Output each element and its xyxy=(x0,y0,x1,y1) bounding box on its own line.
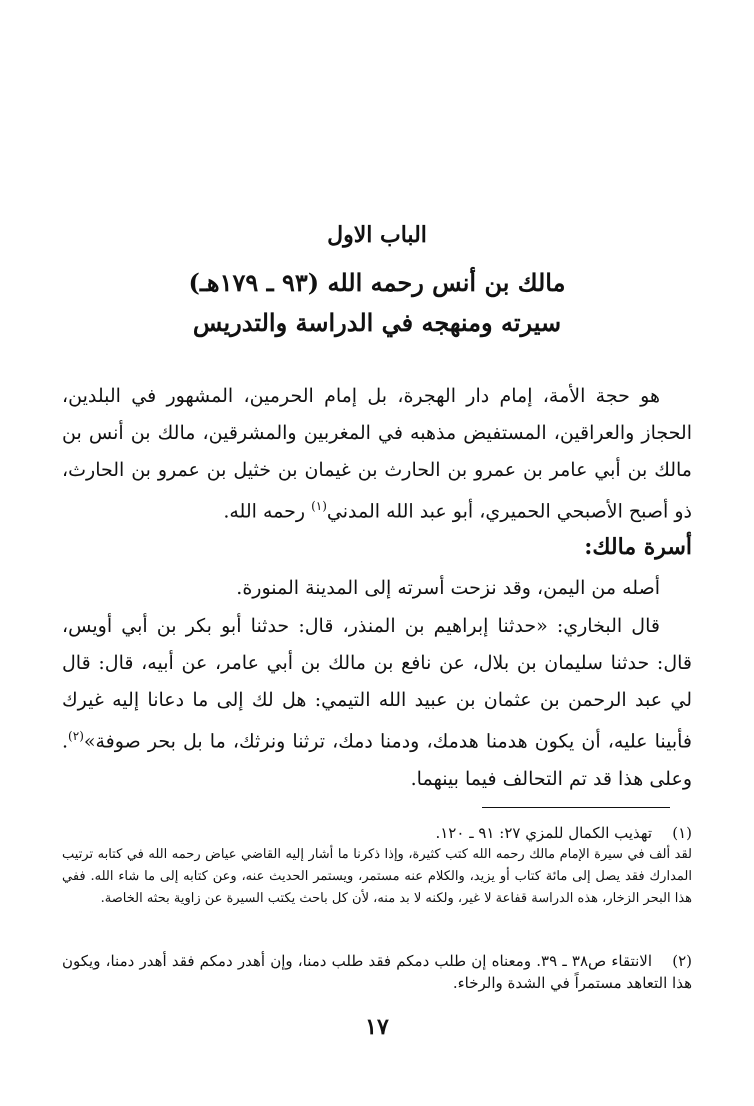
origin-text: أصله من اليمن، وقد نزحت أسرته إلى المدينة المنورة. xyxy=(236,577,660,599)
page-number: ١٧ xyxy=(365,1014,389,1040)
bukhari-end: . وعلى هذا قد تم التحالف فيما بينهما. xyxy=(62,730,692,790)
intro-text: هو حجة الأمة، إمام دار الهجرة، بل إمام الحرمين، المشهور في البلدين، الحجاز والعراقين، المستفيض مذهبه في المغربين والمشرقين، مالك بن أنس بن مالك بن أبي عامر بن عمرو بن الحارث بن غيمان بن خثيل بن عمرو بن الحارث، ذو أصبح الأصبحي الحميري، أبو عبد الله المدني xyxy=(62,385,692,523)
footnote-1-number: (١) xyxy=(672,824,692,842)
section-heading: أسرة مالك: xyxy=(584,534,692,560)
footnote-ref-1: (١) xyxy=(311,499,327,514)
footnote-2-number: (٢) xyxy=(672,952,692,970)
bukhari-paragraph xyxy=(62,608,692,797)
footnote-1 xyxy=(62,822,692,910)
intro-paragraph xyxy=(62,378,692,531)
title-line-2: سيرته ومنهجه في الدراسة والتدريس xyxy=(192,308,562,337)
footnote-2 xyxy=(62,950,692,994)
origin-paragraph xyxy=(62,570,692,607)
footnote-ref-2: (٢) xyxy=(68,729,84,744)
chapter-heading: الباب الاول xyxy=(327,222,427,248)
footnote-2-main: الانتقاء ص٣٨ ـ ٣٩. ومعناه إن طلب دمكم فقد طلب دمنا، وإن أهدر دمكم فقد أهدر دمنا، ويكون هذا التعاهد مستمراً في الشدة والرخاء. xyxy=(62,952,692,992)
footnote-divider xyxy=(482,807,670,808)
intro-end: رحمه الله. xyxy=(223,500,312,523)
footnote-1-continuation: لقد ألف في سيرة الإمام مالك رحمه الله كتب كثيرة، وإذا ذكرنا ما أشار إليه القاضي عياض رحمه الله في كتابه ترتيب المدارك فقد يصل إلى مائة كتاب أو يزيد، والكلام عنه مستمر، ويستمر الحديث عنه، وعن كتابه إلى ما شاء الله. ففي هذا البحر الزخار، هذه الدراسة قفاعة لا غير، ولكنه لا بد منه، لأن كل باحث يكتب السيرة عن زاوية بحثه الخاصة. xyxy=(62,847,692,906)
title-line-1: مالك بن أنس رحمه الله (٩٣ ـ ١٧٩هـ) xyxy=(188,268,566,297)
bukhari-text: قال البخاري: «حدثنا إبراهيم بن المنذر، قال: حدثنا أبو بكر بن أبي أويس، قال: حدثنا سليمان بن بلال، عن نافع بن مالك بن أبي عامر، عن أبيه، قال: قال لي عبد الرحمن بن عثمان بن عبيد الله التيمي: هل لك إلى ما دعانا إليه غيرك فأبينا عليه، أن يكون هدمنا هدمك، ودمنا دمك، ترثنا ونرثك، ما بل بحر صوفة» xyxy=(62,615,692,753)
footnote-1-main: تهذيب الكمال للمزي ٢٧: ٩١ ـ ١٢٠. xyxy=(435,824,652,842)
